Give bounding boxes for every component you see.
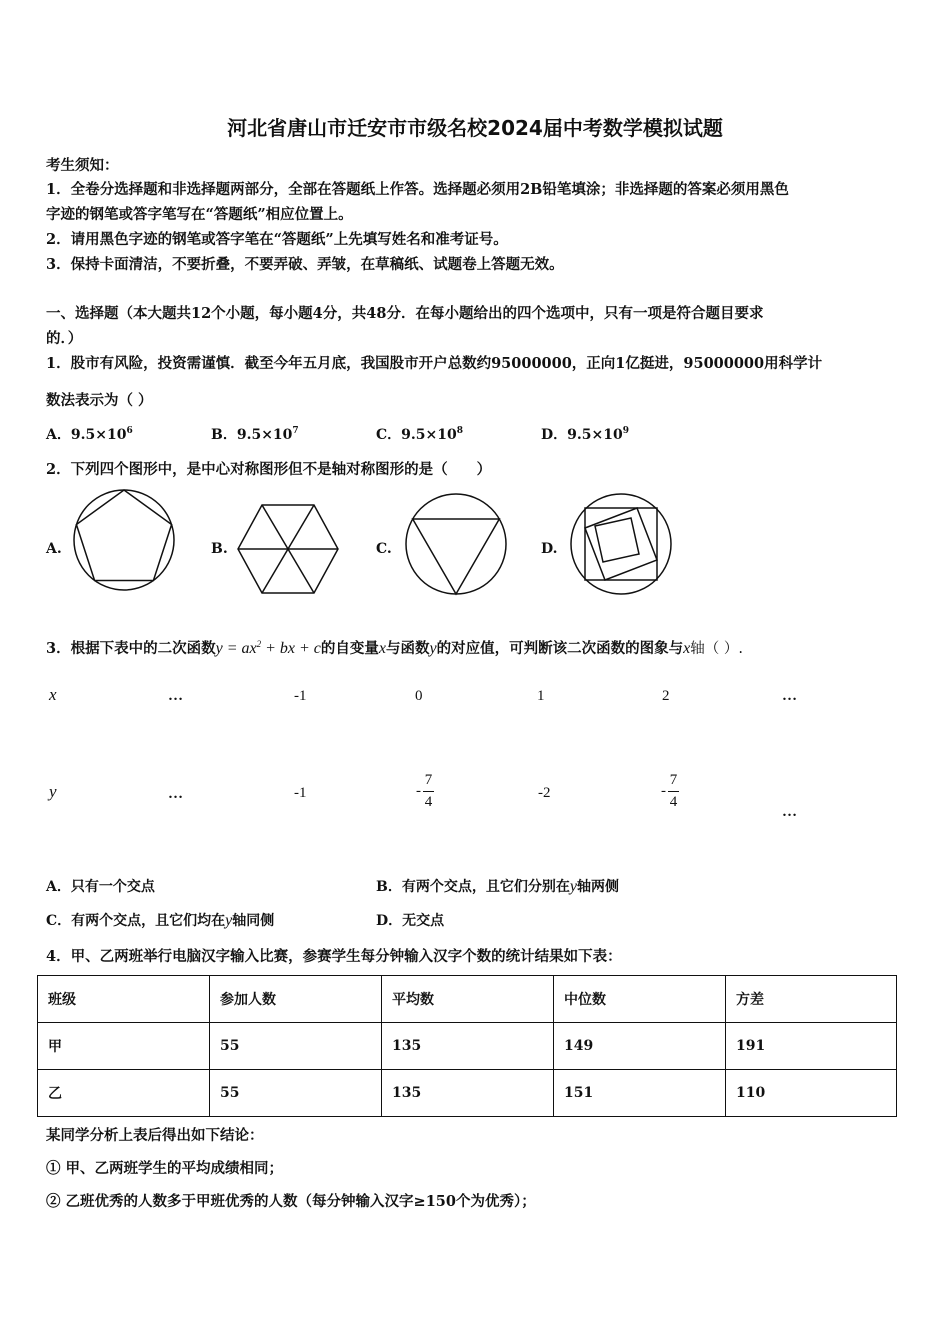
table-cell: 甲 — [38, 1023, 210, 1070]
table-cell: 151 — [554, 1070, 726, 1117]
q3-option-d: D．无交点 — [376, 913, 445, 929]
q3-y-dots-left: … — [168, 786, 183, 802]
q3-x-value-1: -1 — [294, 688, 307, 704]
q1-option-c: C．$9.5\times 10^8$ — [376, 426, 463, 443]
table-row — [38, 1023, 897, 1070]
q3-y-value-4: - $\frac{7}{4}$ — [661, 772, 678, 811]
q1-stem-b: 数法表示为（ ） — [46, 392, 153, 409]
table-row — [38, 1070, 897, 1117]
q4-conclusion-2: ② 乙班优秀的人数多于甲班优秀的人数（每分钟输入汉字≥150个为优秀）； — [46, 1193, 536, 1210]
table-cell: 135 — [382, 1023, 554, 1070]
circle-pentagon-figure — [70, 486, 178, 594]
table-header-cell: 方差 — [726, 976, 897, 1023]
hexagon-figure — [236, 503, 340, 595]
section-heading-a: 一、选择题（本大题共12个小题，每小题4分，共48分．在每小题给出的四个选项中，只有一项是符合题目要求 — [46, 305, 764, 322]
q2-label-c: C. — [376, 541, 392, 557]
q3-option-a: A．只有一个交点 — [46, 879, 155, 895]
notice-heading: 考生须知： — [46, 157, 119, 174]
table-header-cell: 班级 — [38, 976, 210, 1023]
q3-x-dots-left: … — [168, 688, 183, 704]
q3-y-value-3: -2 — [538, 785, 551, 801]
table-cell: 149 — [554, 1023, 726, 1070]
q2-label-b: B. — [211, 541, 228, 557]
notice-item-1b: 字迹的钢笔或答字笔写在“答题纸”相应位置上。 — [46, 206, 353, 223]
notice-item-2: 2．请用黑色字迹的钢笔或答字笔在“答题纸”上先填写姓名和准考证号。 — [46, 231, 508, 248]
circle-triangle-figure — [402, 490, 510, 598]
q1-option-b: B．$9.5\times 10^7$ — [211, 426, 299, 443]
table-cell: 乙 — [38, 1070, 210, 1117]
q3-x-dots-right: … — [782, 688, 797, 704]
table-header-cell: 平均数 — [382, 976, 554, 1023]
q3-option-c: C．有两个交点，且它们均在y轴同侧 — [46, 912, 275, 929]
q4-after-text: 某同学分析上表后得出如下结论： — [46, 1127, 264, 1144]
q1-option-d: D．$9.5\times 10^9$ — [541, 426, 629, 443]
notice-item-1a: 1．全卷分选择题和非选择题两部分，全部在答题纸上作答。选择题必须用2B铅笔填涂；非选择题的答案必须用黑色 — [46, 181, 789, 198]
q3-x-value-2: 0 — [415, 688, 423, 704]
q2-label-d: D. — [541, 541, 558, 557]
q3-y-value-1: -1 — [294, 785, 307, 801]
table-header-cell: 中位数 — [554, 976, 726, 1023]
q1-option-a: A．$9.5\times 10^6$ — [46, 426, 133, 443]
q3-stem: 3．根据下表中的二次函数$y = ax^2$ + bx + c的自变量x与函数y的对应值，可判断该二次函数的图象与x轴（ ）. — [46, 639, 743, 657]
q1-stem-a: 1．股市有风险，投资需谨慎．截至今年五月底，我国股市开户总数约95000000，正向1亿挺进，95000000用科学计 — [46, 355, 823, 372]
q3-x-value-3: 1 — [537, 688, 545, 704]
exam-title: 河北省唐山市迁安市市级名校2024届中考数学模拟试题 — [227, 116, 723, 140]
table-cell: 135 — [382, 1070, 554, 1117]
notice-item-3: 3．保持卡面清洁，不要折叠，不要弄破、弄皱，在草稿纸、试题卷上答题无效。 — [46, 256, 564, 273]
q4-stats-table — [37, 975, 897, 1117]
table-cell: 55 — [210, 1023, 382, 1070]
table-cell: 55 — [210, 1070, 382, 1117]
q3-option-b: B．有两个交点，且它们分别在y轴两侧 — [376, 878, 619, 895]
table-header-row — [38, 976, 897, 1023]
q2-label-a: A. — [46, 541, 62, 557]
q4-stem: 4．甲、乙两班举行电脑汉字输入比赛，参赛学生每分钟输入汉字个数的统计结果如下表： — [46, 948, 622, 965]
q3-y-label: y — [49, 782, 57, 801]
q3-y-value-2: - $\frac{7}{4}$ — [416, 772, 433, 811]
section-heading-b: 的．） — [46, 330, 83, 347]
q3-x-label: x — [49, 685, 57, 704]
q2-stem: 2．下列四个图形中，是中心对称图形但不是轴对称图形的是（ ） — [46, 461, 492, 478]
q3-x-value-4: 2 — [662, 688, 670, 704]
table-header-cell: 参加人数 — [210, 976, 382, 1023]
circle-squares-figure — [567, 490, 675, 598]
q3-y-dots-right: … — [782, 804, 797, 820]
table-cell: 191 — [726, 1023, 897, 1070]
table-cell: 110 — [726, 1070, 897, 1117]
q4-conclusion-1: ① 甲、乙两班学生的平均成绩相同； — [46, 1160, 284, 1177]
